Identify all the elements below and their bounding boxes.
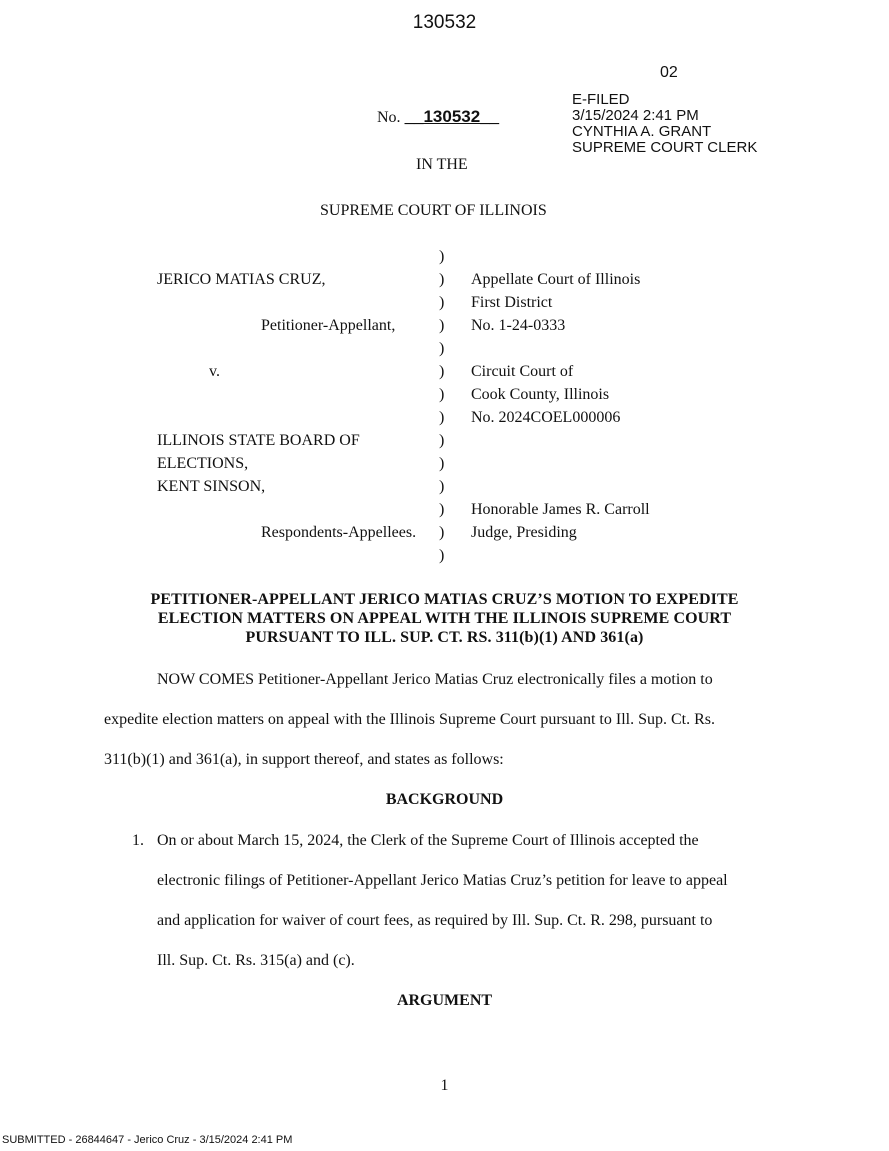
caption-paren: ) — [439, 455, 445, 472]
submission-footer: SUBMITTED - 26844647 - Jerico Cruz - 3/15/2024 2:41 PM — [2, 1134, 293, 1146]
paragraph-line: On or about March 15, 2024, the Clerk of the Supreme Court of Illinois accepted the — [157, 832, 699, 849]
motion-title-line: PETITIONER-APPELLANT JERICO MATIAS CRUZ’S MOTION TO EXPEDITE — [150, 591, 739, 608]
respondent-role: Respondents-Appellees. — [261, 524, 417, 541]
lower-court-line: No. 2024COEL000006 — [471, 409, 621, 426]
efile-line: E-FILED — [572, 91, 630, 108]
intro-line: NOW COMES Petitioner-Appellant Jerico Matias Cruz electronically files a motion to — [157, 671, 713, 688]
paragraph-line: electronic filings of Petitioner-Appellant Jerico Matias Cruz’s petition for leave to appeal — [157, 872, 728, 889]
lower-court-line: Cook County, Illinois — [471, 386, 610, 403]
caption-paren: ) — [439, 409, 445, 426]
lower-court-line: No. 1-24-0333 — [471, 317, 566, 334]
efile-stamp — [572, 92, 757, 156]
top-case-number: 130532 — [412, 12, 477, 33]
caption-paren: ) — [439, 547, 445, 564]
petitioner-role: Petitioner-Appellant, — [261, 317, 396, 334]
motion-title-line: ELECTION MATTERS ON APPEAL WITH THE ILLINOIS SUPREME COURT — [157, 610, 732, 627]
respondent-line: ELECTIONS, — [157, 455, 249, 472]
caption-paren: ) — [439, 432, 445, 449]
caption-paren: ) — [439, 501, 445, 518]
paragraph-line: and application for waiver of court fees, as required by Ill. Sup. Ct. R. 298, pursuant to — [157, 912, 713, 929]
caption-paren: ) — [439, 363, 445, 380]
caption-paren: ) — [439, 294, 445, 311]
versus: v. — [209, 363, 220, 380]
argument-heading: ARGUMENT — [396, 992, 493, 1009]
intro-line: 311(b)(1) and 361(a), in support thereof, and states as follows: — [104, 751, 504, 768]
background-heading: BACKGROUND — [385, 791, 504, 808]
efile-line: CYNTHIA A. GRANT — [572, 123, 712, 140]
lower-court-line: Circuit Court of — [471, 363, 574, 380]
court-name: SUPREME COURT OF ILLINOIS — [320, 202, 547, 219]
case-number — [377, 107, 499, 127]
caption-paren: ) — [439, 271, 445, 288]
lower-court-line: Appellate Court of Illinois — [471, 271, 641, 288]
judge-line: Judge, Presiding — [471, 524, 577, 541]
intro-line: expedite election matters on appeal with the Illinois Supreme Court pursuant to Ill. Sup. Ct. Rs. — [104, 711, 716, 728]
paragraph-number: 1. — [132, 832, 144, 849]
caption-paren: ) — [439, 340, 445, 357]
efile-line: SUPREME COURT CLERK — [572, 139, 758, 156]
case-no-value: __130532__ — [404, 107, 500, 126]
caption-paren: ) — [439, 317, 445, 334]
motion-title-line: PURSUANT TO ILL. SUP. CT. RS. 311(b)(1) AND 361(a) — [245, 629, 644, 646]
page-code: 02 — [660, 64, 678, 81]
respondent-line: ILLINOIS STATE BOARD OF — [157, 432, 360, 449]
judge-line: Honorable James R. Carroll — [471, 501, 650, 518]
caption-paren: ) — [439, 478, 445, 495]
caption-paren: ) — [439, 524, 445, 541]
petitioner-name: JERICO MATIAS CRUZ, — [157, 271, 326, 288]
efile-line: 3/15/2024 2:41 PM — [572, 107, 699, 124]
respondent-line: KENT SINSON, — [157, 478, 266, 495]
lower-court-line: First District — [471, 294, 553, 311]
in-the: IN THE — [416, 156, 468, 173]
paragraph-line: Ill. Sup. Ct. Rs. 315(a) and (c). — [157, 952, 355, 969]
caption-paren: ) — [439, 248, 445, 265]
page-number: 1 — [440, 1077, 449, 1094]
caption-paren: ) — [439, 386, 445, 403]
case-no-prefix: No. — [377, 109, 401, 126]
